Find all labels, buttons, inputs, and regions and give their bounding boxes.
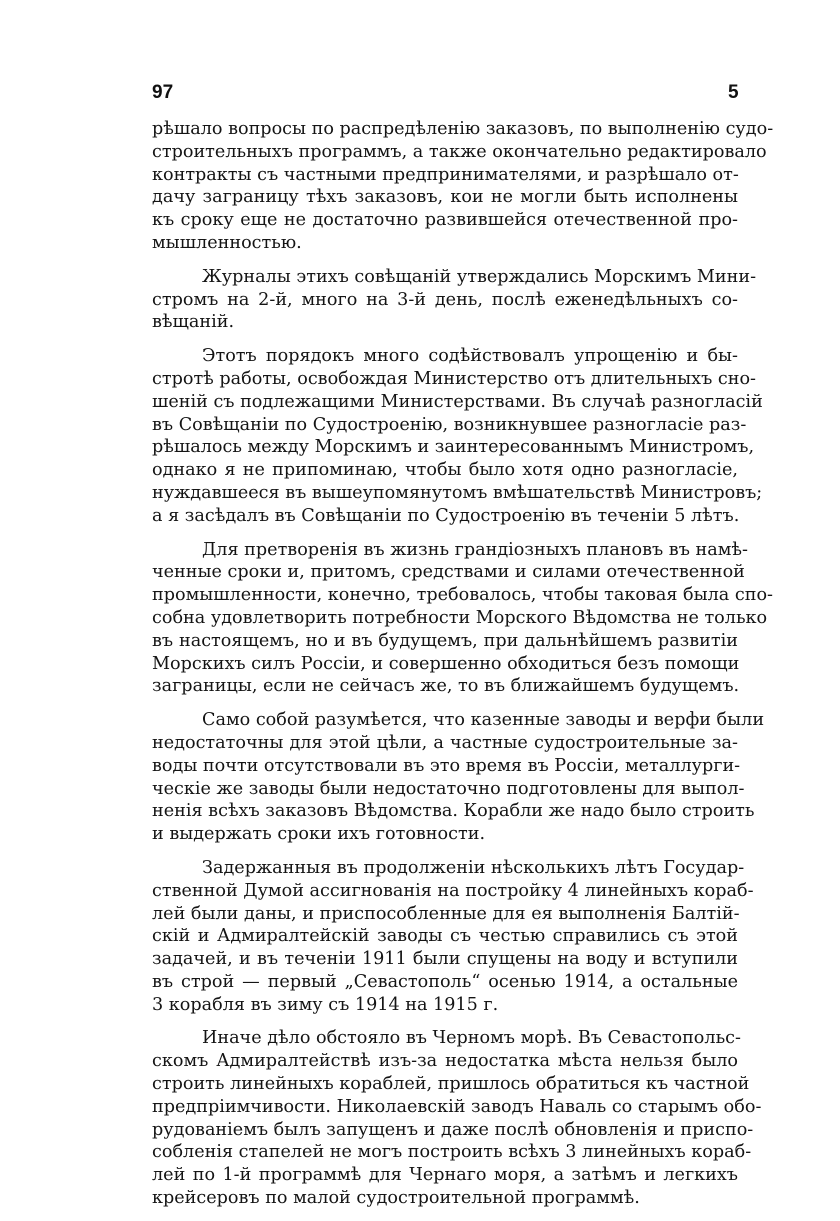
text-line: скомъ Адмиралтействѣ изъ-за недостатка мѣста нельзя было — [152, 1051, 738, 1072]
text-line: мышленностью. — [152, 232, 302, 253]
text-line: въ настоящемъ, но и въ будущемъ, при дальнѣйшемъ развитіи — [152, 630, 738, 651]
paragraph — [152, 1027, 762, 1209]
left-page-number: 97 — [152, 82, 174, 103]
text-line: ненія всѣхъ заказовъ Вѣдомства. Корабли же надо было строить — [152, 801, 755, 822]
text-line: въ Совѣщаніи по Судостроенію, возникнувшее разногласіе раз- — [152, 414, 747, 435]
paragraph — [152, 345, 763, 527]
text-line: строить линейныхъ кораблей, пришлось обратиться къ частной — [152, 1074, 750, 1095]
text-line: шеній съ подлежащими Министерствами. Въ случаѣ разногласій — [152, 391, 763, 412]
text-line: недостаточны для этой цѣли, а частные судостроительные за- — [152, 732, 738, 753]
text-line: промышленности, конечно, требовалось, чтобы таковая была спо- — [152, 585, 774, 606]
text-line: строительныхъ программъ, а также окончательно редактировало — [152, 141, 767, 162]
text-line: Задержанныя въ продолженіи нѣсколькихъ лѣтъ Государ- — [202, 857, 745, 878]
text-line: лей были даны, и приспособленные для ея выполненія Балтій- — [152, 903, 740, 924]
text-line: Само собой разумѣется, что казенные заводы и верфи были — [202, 710, 765, 731]
text-line: предпріимчивости. Николаевскій заводъ Наваль со старымъ обо- — [152, 1096, 762, 1117]
text-line: заграницы, если не сейчасъ же, то въ ближайшемъ будущемъ. — [152, 676, 740, 697]
text-line: дачу заграницу тѣхъ заказовъ, кои не могли быть исполнены — [152, 187, 738, 208]
paragraph — [152, 857, 754, 1017]
paragraph — [152, 266, 757, 334]
text-line: задачей, и въ теченіи 1911 были спущены на воду и вступили — [152, 949, 738, 970]
text-line: нуждавшееся въ вышеупомянутомъ вмѣшательствѣ Министровъ; — [152, 482, 763, 503]
text-line: собленія стапелей не могъ построить всѣхъ 3 линейныхъ кораб- — [152, 1142, 752, 1163]
text-line: а я засѣдалъ въ Совѣщаніи по Судостроенію въ теченіи 5 лѣтъ. — [152, 505, 740, 526]
text-line: скій и Адмиралтейскій заводы съ честью справились съ этой — [152, 926, 738, 947]
right-page-number: 5 — [728, 82, 739, 103]
paragraph — [152, 118, 774, 255]
text-line: воды почти отсутствовали въ это время въ Россіи, металлурги- — [152, 755, 741, 776]
text-line: рудованіемъ былъ запущенъ и даже послѣ обновленія и приспо- — [152, 1119, 754, 1140]
text-line: Морскихъ силъ Россіи, и совершенно обходиться безъ помощи — [152, 653, 740, 674]
body-text — [152, 118, 774, 1221]
paragraph — [152, 539, 774, 699]
text-line: къ сроку еще не достаточно развившейся отечественной про- — [152, 210, 738, 231]
text-line: стромъ на 2-й, много на 3-й день, послѣ еженедѣльныхъ со- — [152, 289, 738, 310]
text-line: однако я не припоминаю, чтобы было хотя одно разногласіе, — [152, 460, 738, 481]
text-line: крейсеровъ по малой судостроительной программѣ. — [152, 1188, 640, 1209]
text-line: Журналы этихъ совѣщаній утверждались Морскимъ Мини- — [202, 266, 757, 287]
text-line: 3 корабля въ зиму съ 1914 на 1915 г. — [152, 994, 499, 1015]
text-line: рѣшало вопросы по распредѣленію заказовъ, по выполненію судо- — [152, 119, 774, 139]
text-line: Для претворенія въ жизнь грандіозныхъ плановъ въ намѣ- — [202, 539, 748, 560]
text-line: Этотъ порядокъ много содѣйствовалъ упрощенію и бы- — [202, 346, 738, 367]
paragraph — [152, 709, 765, 846]
text-line: вѣщаній. — [152, 312, 235, 333]
text-line: и выдержать сроки ихъ готовности. — [152, 824, 486, 845]
text-line: рѣшалось между Морскимъ и заинтересованнымъ Министромъ, — [152, 437, 755, 458]
text-line: лей по 1-й программѣ для Чернаго моря, а затѣмъ и легкихъ — [152, 1165, 738, 1186]
text-line: ческіе же заводы были недостаточно подготовлены для выпол- — [152, 778, 745, 799]
text-line: ственной Думой ассигнованія на постройку 4 линейныхъ кораб- — [152, 880, 754, 901]
text-line: контракты съ частными предпринимателями, и разрѣшало от- — [152, 164, 739, 185]
text-line: ченные сроки и, притомъ, средствами и силами отечественной — [152, 562, 745, 583]
text-line: Иначе дѣло обстояло въ Черномъ морѣ. Въ Севастопольс- — [202, 1028, 741, 1049]
text-line: собна удовлетворить потребности Морского Вѣдомства не только — [152, 607, 768, 628]
text-line: въ строй — первый „Севастополь“ осенью 1914, а остальные — [152, 971, 738, 992]
text-line: стротѣ работы, освобождая Министерство отъ длительныхъ сно- — [152, 368, 756, 389]
